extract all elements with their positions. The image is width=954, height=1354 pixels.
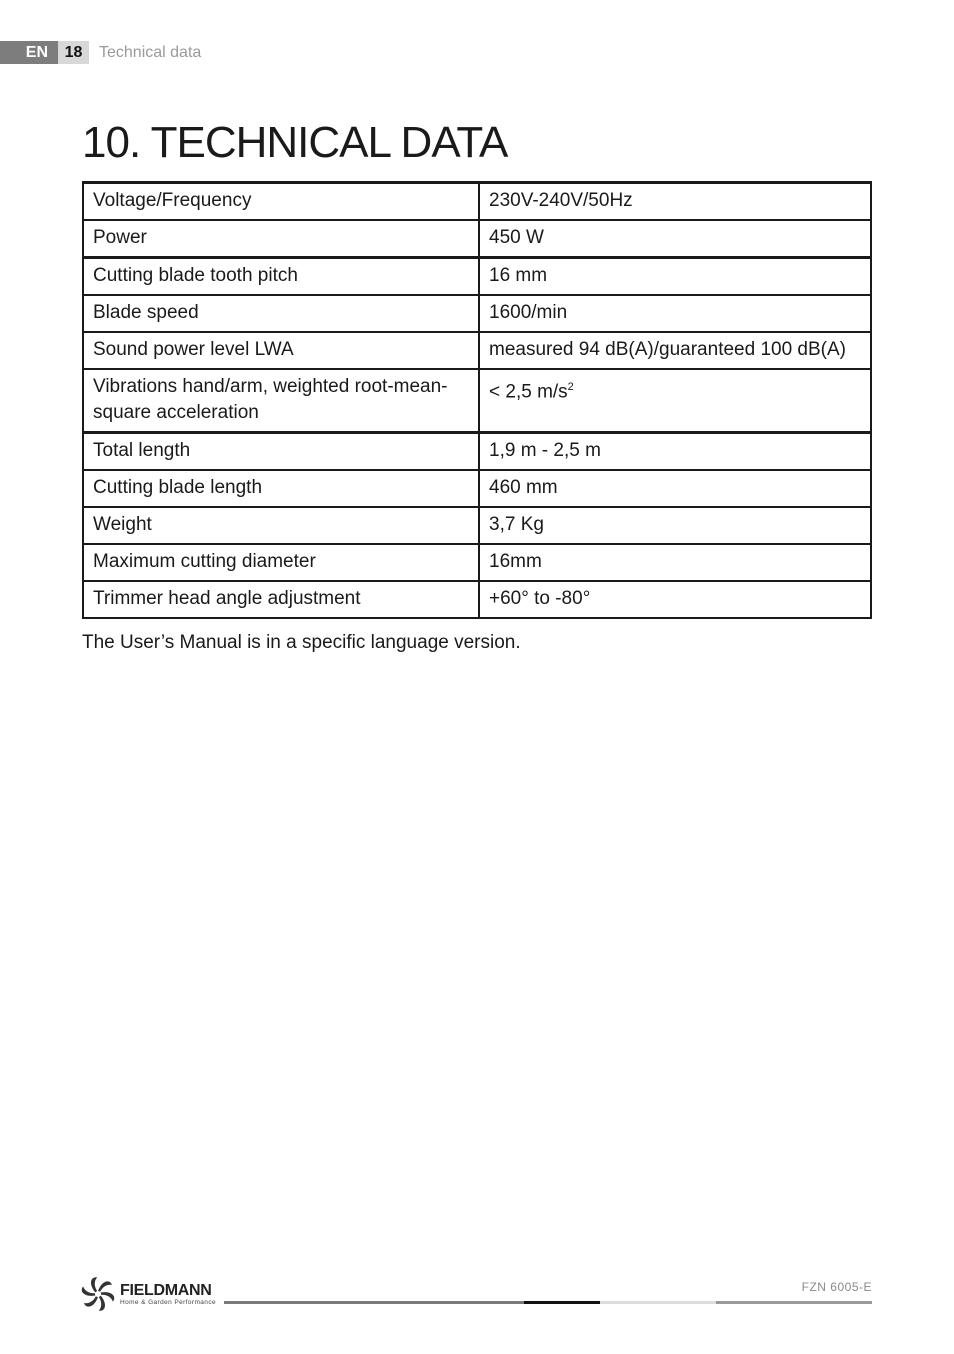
- spec-value: +60° to -80°: [479, 581, 871, 618]
- fan-logo-icon: [80, 1276, 116, 1312]
- spec-name: Sound power level LWA: [83, 332, 479, 369]
- footer-divider: [224, 1301, 524, 1304]
- language-badge: EN: [0, 41, 58, 64]
- language-note: The User’s Manual is in a specific language version.: [82, 632, 521, 653]
- superscript: 2: [567, 381, 574, 393]
- table-row: [83, 470, 871, 507]
- spec-value: 16mm: [479, 544, 871, 581]
- spec-value: 450 W: [479, 220, 871, 258]
- footer-divider: [716, 1301, 872, 1304]
- spec-name: Maximum cutting diameter: [83, 544, 479, 581]
- spec-name: Total length: [83, 433, 479, 471]
- brand-name: FIELDMANN: [120, 1281, 212, 1299]
- spec-value: 1600/min: [479, 295, 871, 332]
- page-title: 10. TECHNICAL DATA: [82, 118, 508, 167]
- spec-value: 230V-240V/50Hz: [479, 183, 871, 221]
- spec-name: Voltage/Frequency: [83, 183, 479, 221]
- footer-divider: [524, 1301, 600, 1304]
- model-code: FZN 6005-E: [801, 1280, 872, 1294]
- spec-value: measured 94 dB(A)/guaranteed 100 dB(A): [479, 332, 871, 369]
- spec-value: [479, 369, 871, 433]
- page-number: 18: [58, 41, 89, 64]
- spec-name: Vibrations hand/arm, weighted root-mean-square acceleration: [83, 369, 479, 433]
- spec-name: Weight: [83, 507, 479, 544]
- table-row: [83, 258, 871, 296]
- table-row: [83, 507, 871, 544]
- page-header: [0, 41, 201, 64]
- section-label: Technical data: [99, 43, 202, 61]
- table-row: [83, 220, 871, 258]
- spec-name: Blade speed: [83, 295, 479, 332]
- spec-name: Cutting blade tooth pitch: [83, 258, 479, 296]
- spec-value: 16 mm: [479, 258, 871, 296]
- spec-name: Trimmer head angle adjustment: [83, 581, 479, 618]
- spec-value: 1,9 m - 2,5 m: [479, 433, 871, 471]
- spec-name: Power: [83, 220, 479, 258]
- spec-value: 460 mm: [479, 470, 871, 507]
- spec-value: 3,7 Kg: [479, 507, 871, 544]
- spec-value-text: < 2,5 m/s: [489, 381, 568, 403]
- technical-data-table: [82, 181, 872, 619]
- table-row: [83, 581, 871, 618]
- table-row: [83, 369, 871, 433]
- table-row: [83, 544, 871, 581]
- spec-name: Cutting blade length: [83, 470, 479, 507]
- table-row: [83, 332, 871, 369]
- table-row: [83, 183, 871, 221]
- footer-divider: [600, 1301, 716, 1304]
- table-row: [83, 433, 871, 471]
- brand-tagline: Home & Garden Performance: [120, 1298, 216, 1306]
- brand-logo: [80, 1276, 225, 1312]
- table-row: [83, 295, 871, 332]
